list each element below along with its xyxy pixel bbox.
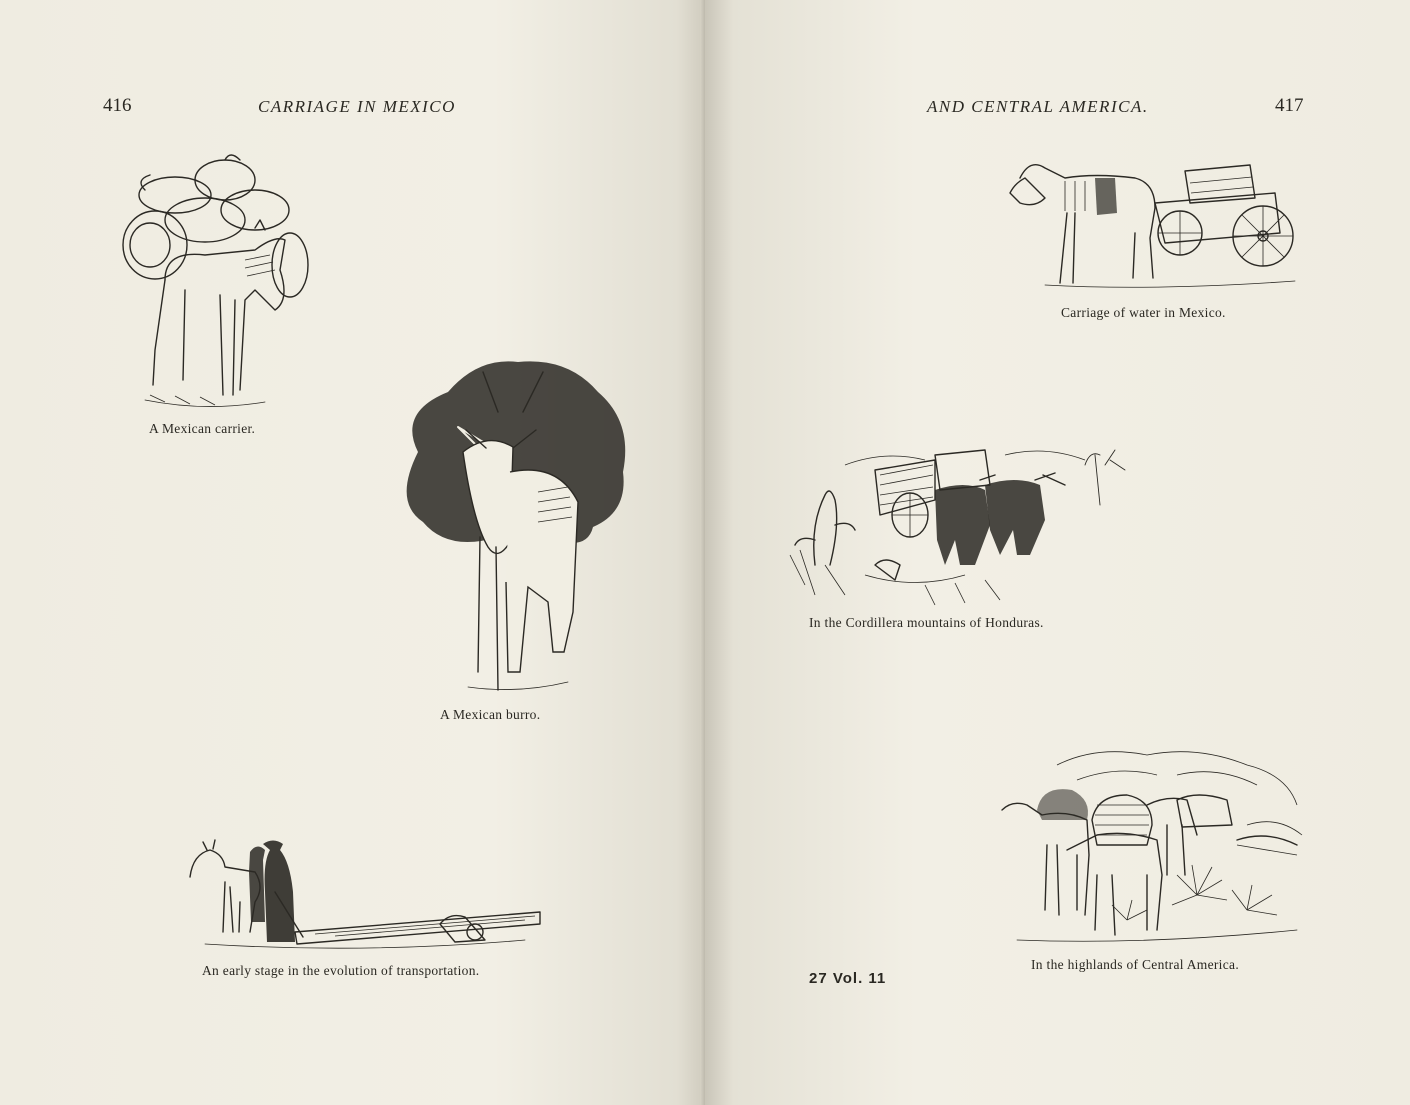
- illustration-honduras-oxcart: [785, 445, 1130, 607]
- right-page: [705, 0, 1410, 1105]
- illustration-mexican-carrier: [105, 150, 315, 412]
- running-head-right: AND CENTRAL AMERICA.: [927, 97, 1149, 116]
- illustration-mexican-burro: [388, 352, 640, 697]
- illustration-water-cart: [1005, 153, 1297, 291]
- caption-highlands: In the highlands of Central America.: [1031, 957, 1239, 972]
- running-head-left: CARRIAGE IN MEXICO: [258, 97, 456, 116]
- caption-early-transportation: An early stage in the evolution of transportation.: [202, 963, 480, 978]
- caption-mexican-carrier: A Mexican carrier.: [149, 421, 256, 436]
- page-number-right: 417: [1275, 95, 1304, 116]
- caption-honduras-oxcart: In the Cordillera mountains of Honduras.: [809, 615, 1044, 630]
- caption-water-cart: Carriage of water in Mexico.: [1061, 305, 1226, 320]
- caption-mexican-burro: A Mexican burro.: [440, 707, 541, 722]
- illustration-early-transportation: [185, 832, 545, 954]
- illustration-highlands: [997, 745, 1312, 945]
- page-number-left: 416: [103, 95, 132, 116]
- signature-mark: 27 Vol. 11: [809, 970, 887, 987]
